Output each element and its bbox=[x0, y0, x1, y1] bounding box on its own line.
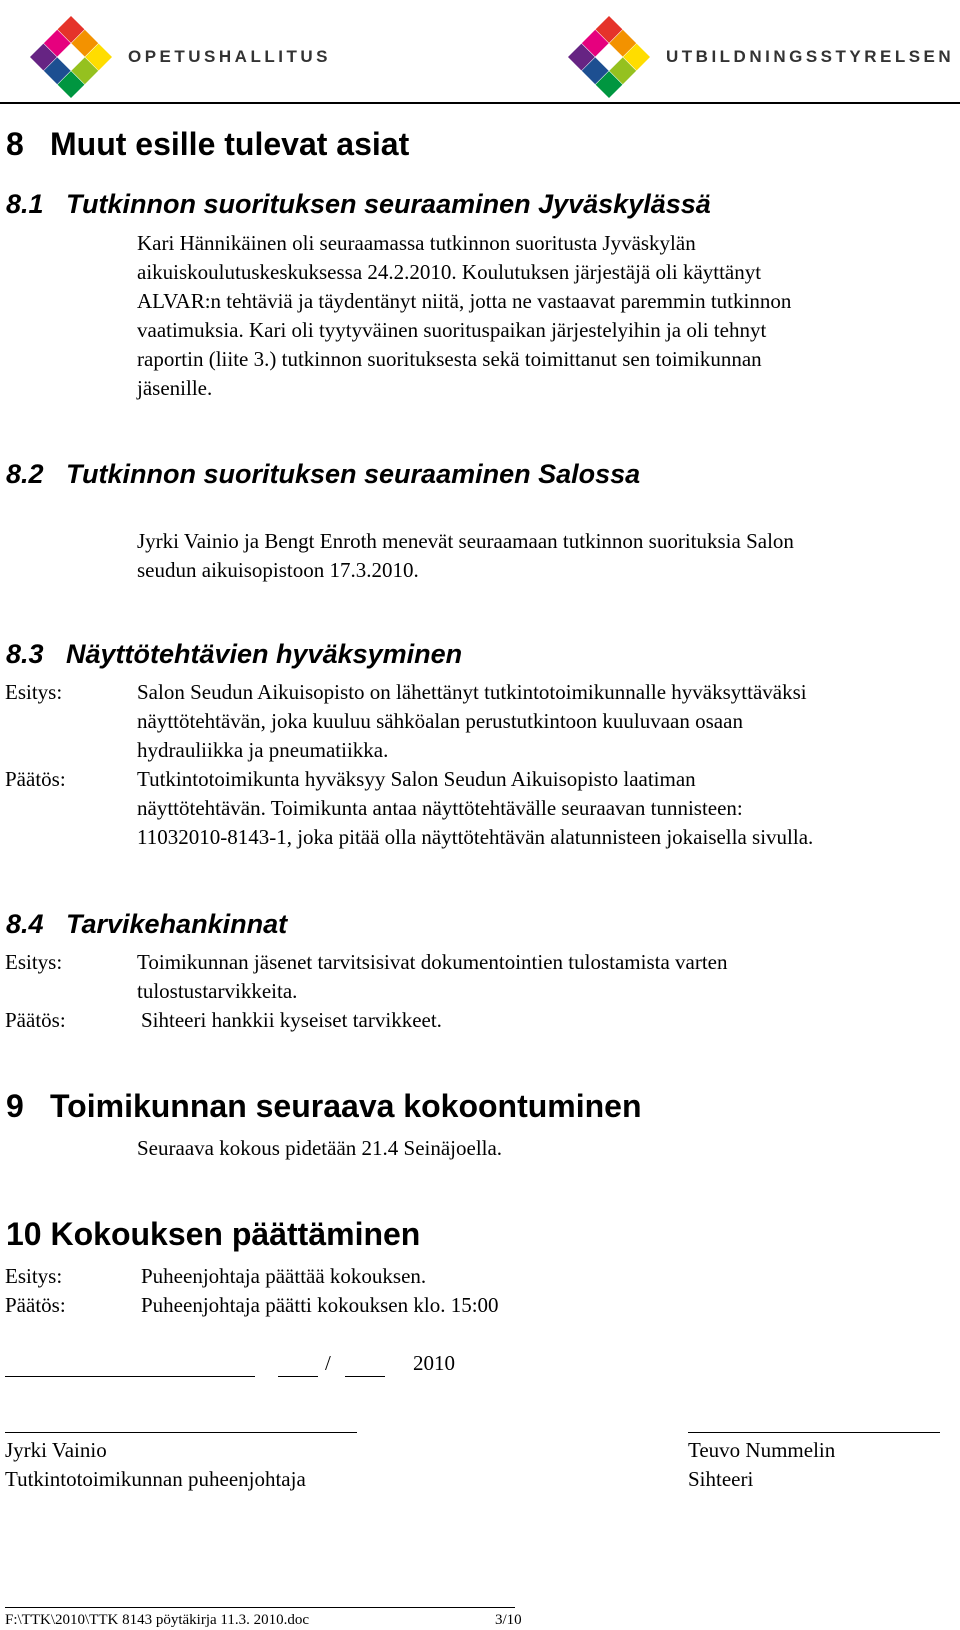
logo-left-text: OPETUSHALLITUS bbox=[128, 47, 331, 66]
signature-line-right bbox=[688, 1432, 940, 1433]
heading-8-4: 8.4 Tarvikehankinnat bbox=[6, 909, 288, 939]
logo-opetushallitus bbox=[28, 14, 331, 100]
paatos-label: Päätös: bbox=[5, 1293, 66, 1317]
logo-utbildningsstyrelsen bbox=[566, 14, 954, 100]
signature-line-left bbox=[5, 1432, 357, 1433]
date-slash: / bbox=[325, 1351, 331, 1375]
paatos-8-3: Tutkintotoimikunta hyväksyy Salon Seudun Aikuisopisto laatiman näyttötehtävän. Toimikunta antaa näyttötehtävälle seuraavan tunnisteen: 11032010-8143-1, joka pitää olla näyttötehtävän alatunnisteen jokaisella sivulla. bbox=[137, 767, 814, 849]
esitys-label: Esitys: bbox=[5, 1264, 63, 1288]
paatos-10: Puheenjohtaja päätti kokouksen klo. 15:00 bbox=[141, 1293, 499, 1317]
heading-9: 9 Toimikunnan seuraava kokoontuminen bbox=[6, 1088, 642, 1124]
paatos-label: Päätös: bbox=[5, 1008, 66, 1032]
logo-right-text: UTBILDNINGSSTYRELSEN bbox=[666, 47, 955, 66]
place-line bbox=[5, 1376, 255, 1377]
esitys-8-4: Toimikunnan jäsenet tarvitsisivat dokumentointien tulostamista varten tulostustarvikkeita. bbox=[137, 950, 728, 1003]
signer-left-role: Tutkintotoimikunnan puheenjohtaja bbox=[5, 1467, 306, 1491]
diamond-logo-icon bbox=[566, 14, 652, 100]
paatos-label: Päätös: bbox=[5, 767, 66, 791]
heading-10: 10 Kokouksen päättäminen bbox=[6, 1216, 421, 1252]
date-year: 2010 bbox=[413, 1351, 455, 1375]
paragraph-9: Seuraava kokous pidetään 21.4 Seinäjoella. bbox=[137, 1136, 503, 1160]
esitys-10: Puheenjohtaja päättää kokouksen. bbox=[141, 1264, 427, 1288]
footer-page-number: 3/10 bbox=[495, 1612, 522, 1628]
esitys-8-3: Salon Seudun Aikuisopisto on lähettänyt tutkintotoimikunnalle hyväksyttäväksi näyttötehtävän, joka kuuluu sähköalan perustutkintoon kuuluvaan osaan hydrauliikka ja pneumatiikka. bbox=[137, 680, 807, 762]
esitys-label: Esitys: bbox=[5, 950, 63, 974]
diamond-logo-icon bbox=[28, 14, 114, 100]
heading-8-3: 8.3 Näyttötehtävien hyväksyminen bbox=[6, 639, 463, 669]
heading-8-1: 8.1 Tutkinnon suorituksen seuraaminen Jyväskylässä bbox=[6, 189, 711, 219]
signer-right-name: Teuvo Nummelin bbox=[688, 1438, 836, 1462]
paatos-8-4: Sihteeri hankkii kyseiset tarvikkeet. bbox=[141, 1008, 442, 1032]
day-line bbox=[278, 1376, 318, 1377]
heading-8-2: 8.2 Tutkinnon suorituksen seuraaminen Salossa bbox=[6, 459, 641, 489]
header-divider bbox=[0, 102, 960, 104]
signer-right-role: Sihteeri bbox=[688, 1467, 754, 1491]
heading-8: 8 Muut esille tulevat asiat bbox=[6, 126, 410, 162]
signer-left-name: Jyrki Vainio bbox=[5, 1438, 107, 1462]
footer-file-path: F:\TTK\2010\TTK 8143 pöytäkirja 11.3. 2010.doc bbox=[5, 1612, 309, 1628]
esitys-label: Esitys: bbox=[5, 680, 63, 704]
footer-divider bbox=[5, 1607, 515, 1608]
paragraph-8-2: Jyrki Vainio ja Bengt Enroth menevät seuraamaan tutkinnon suorituksia Salon seudun aikuisopistoon 17.3.2010. bbox=[137, 529, 794, 582]
page-header bbox=[0, 0, 960, 104]
paragraph-8-1: Kari Hännikäinen oli seuraamassa tutkinnon suoritusta Jyväskylän aikuiskoulutuskeskuksessa 24.2.2010. Koulutuksen järjestäjä oli käyttänyt ALVAR:n tehtäviä ja täydentänyt niitä, jotta ne vastaavat paremmin tutkinnon vaatimuksia. Kari oli tyytyväinen suorituspaikan järjestelyihin ja oli tehnyt raportin (liite 3.) tutkinnon suorituksesta sekä toimittanut sen toimikunnan jäsenille. bbox=[137, 231, 792, 400]
month-line bbox=[345, 1376, 385, 1377]
